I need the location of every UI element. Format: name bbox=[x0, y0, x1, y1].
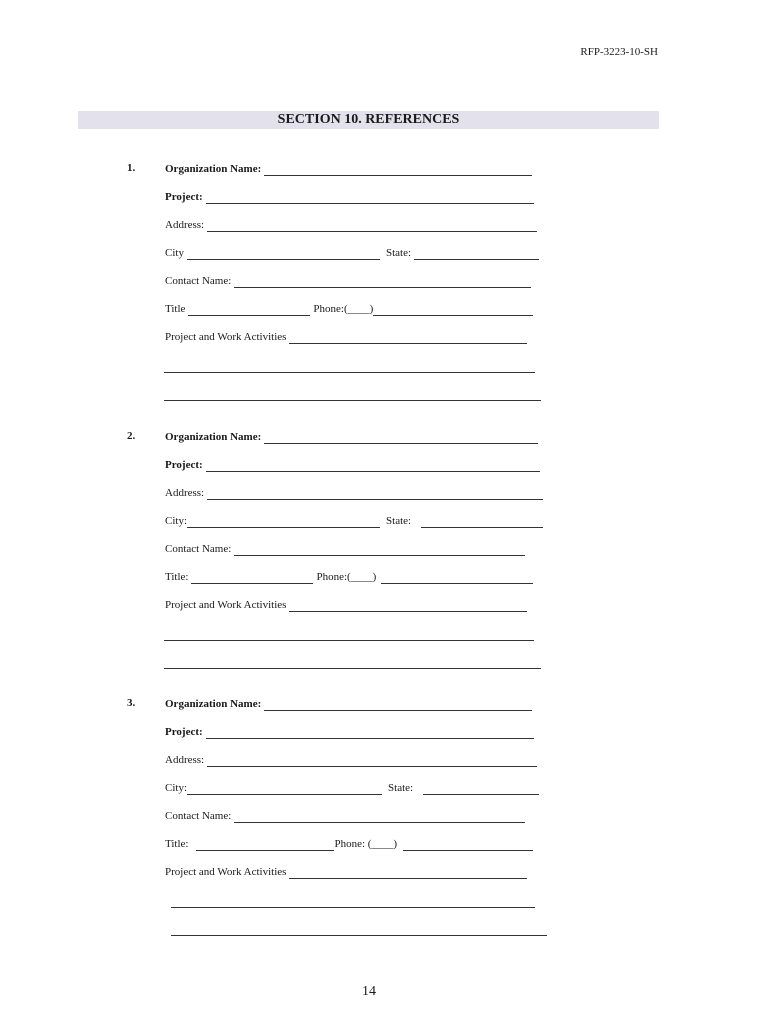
state-label: State: bbox=[386, 515, 412, 527]
contact-name-field[interactable] bbox=[165, 809, 525, 823]
project-field[interactable] bbox=[165, 725, 534, 739]
state-label: State: bbox=[388, 782, 414, 794]
activities-line-1[interactable] bbox=[164, 372, 535, 373]
address-field[interactable] bbox=[165, 218, 537, 232]
state-label: State: bbox=[385, 247, 412, 259]
city-label: City bbox=[165, 247, 184, 259]
project-work-activities-label: Project and Work Activities bbox=[165, 599, 287, 611]
activities-line-1[interactable] bbox=[164, 640, 534, 641]
address-label: Address: bbox=[165, 219, 205, 231]
contact-name-field[interactable] bbox=[165, 274, 531, 288]
organization-name-field[interactable] bbox=[165, 697, 532, 711]
city-label: City: bbox=[165, 782, 188, 794]
title-label: Title: bbox=[165, 571, 189, 583]
title-phone-field[interactable] bbox=[165, 302, 533, 316]
activities-line-2[interactable] bbox=[171, 935, 547, 936]
address-field[interactable] bbox=[165, 753, 537, 767]
contact-name-label: Contact Name: bbox=[165, 275, 232, 287]
reference-number: 1. bbox=[127, 162, 136, 174]
phone-label: Phone: (____) bbox=[334, 838, 398, 850]
city-state-field[interactable] bbox=[165, 246, 539, 260]
contact-name-label: Contact Name: bbox=[165, 810, 232, 822]
activities-line-2[interactable] bbox=[164, 668, 541, 669]
project-label: Project: bbox=[165, 191, 203, 203]
address-label: Address: bbox=[165, 754, 205, 766]
activities-line-1[interactable] bbox=[171, 907, 535, 908]
city-state-field[interactable] bbox=[165, 514, 543, 528]
project-work-activities-label: Project and Work Activities bbox=[165, 331, 287, 343]
page-number: 14 bbox=[362, 984, 376, 999]
phone-label: Phone:(____) bbox=[313, 303, 374, 315]
reference-number: 2. bbox=[127, 430, 136, 442]
title-phone-field[interactable] bbox=[165, 837, 533, 851]
city-state-field[interactable] bbox=[165, 781, 539, 795]
organization-name-label: Organization Name: bbox=[165, 698, 262, 710]
address-field[interactable] bbox=[165, 486, 543, 500]
title-label: Title bbox=[165, 303, 186, 315]
organization-name-label: Organization Name: bbox=[165, 163, 262, 175]
section-title: SECTION 10. REFERENCES bbox=[277, 112, 460, 127]
title-label: Title: bbox=[165, 838, 189, 850]
project-work-activities-field[interactable] bbox=[165, 330, 527, 344]
organization-name-field[interactable] bbox=[165, 162, 532, 176]
activities-line-2[interactable] bbox=[164, 400, 541, 401]
organization-name-label: Organization Name: bbox=[165, 431, 262, 443]
title-phone-field[interactable] bbox=[165, 570, 533, 584]
project-work-activities-field[interactable] bbox=[165, 598, 527, 612]
document-id: RFP-3223-10-SH bbox=[580, 46, 658, 58]
project-label: Project: bbox=[165, 459, 203, 471]
project-field[interactable] bbox=[165, 190, 534, 204]
project-work-activities-field[interactable] bbox=[165, 865, 527, 879]
project-field[interactable] bbox=[165, 458, 540, 472]
reference-number: 3. bbox=[127, 697, 136, 709]
section-header-bar bbox=[78, 111, 659, 129]
contact-name-label: Contact Name: bbox=[165, 543, 232, 555]
phone-label: Phone:(____) bbox=[316, 571, 377, 583]
organization-name-field[interactable] bbox=[165, 430, 538, 444]
project-label: Project: bbox=[165, 726, 203, 738]
project-work-activities-label: Project and Work Activities bbox=[165, 866, 287, 878]
contact-name-field[interactable] bbox=[165, 542, 525, 556]
address-label: Address: bbox=[165, 487, 205, 499]
city-label: City: bbox=[165, 515, 188, 527]
